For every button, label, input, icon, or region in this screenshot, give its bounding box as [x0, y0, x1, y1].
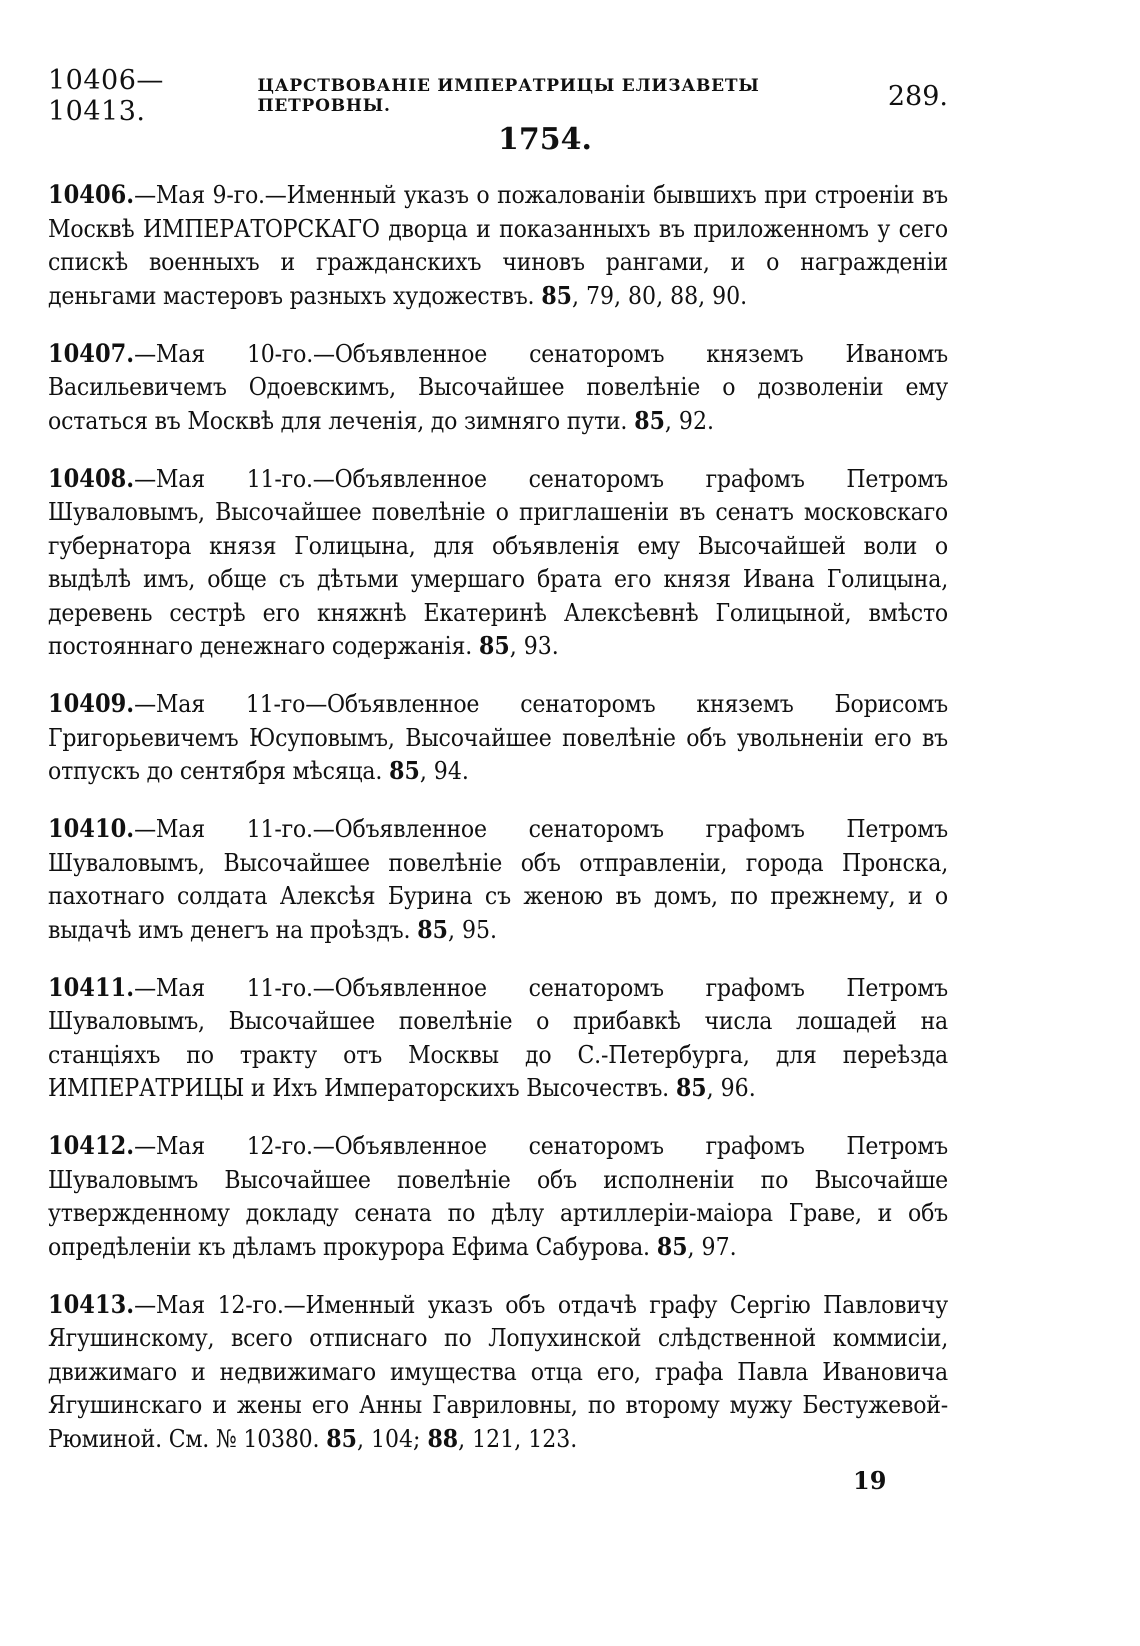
source-volume: 85	[656, 1231, 688, 1261]
entry-text: —Мая 11-го.—Объявленное сенаторомъ графомъ Петромъ Шуваловымъ, Высочайшее повелѣніе о прибавкѣ числа лошадей на станціяхъ по тракту отъ Москвы до С.-Петербурга, для переѣзда ИМПЕРАТРИЦЫ и Ихъ Императорскихъ Высочествъ.	[48, 972, 948, 1102]
signature-mark: 19	[853, 1466, 887, 1495]
source-pages: , 79, 80, 88, 90.	[572, 280, 748, 310]
source-pages-2: , 121, 123.	[458, 1423, 578, 1453]
source-pages: , 94.	[419, 756, 469, 785]
entry	[48, 687, 948, 788]
entry	[48, 1129, 948, 1263]
entry-number: 10407.	[48, 338, 135, 368]
source-pages: , 104;	[356, 1423, 428, 1453]
source-pages: , 97.	[687, 1231, 737, 1261]
year-heading: 1754.	[498, 122, 592, 157]
entry	[48, 1288, 948, 1456]
running-head	[48, 65, 948, 127]
running-title: ЦАРСТВОВАНІЕ ИМПЕРАТРИЦЫ ЕЛИЗАВЕТЫ ПЕТРОВНЫ.	[257, 76, 760, 116]
entry	[48, 462, 948, 663]
page-number: 289.	[887, 80, 948, 112]
entry-text: —Мая 11-го—Объявленное сенаторомъ княземъ Борисомъ Григорьевичемъ Юсуповымъ, Высочайшее повелѣніе объ увольненіи его въ отпускъ до сентября мѣсяца.	[48, 689, 948, 785]
entry-text: —Мая 9-го.—Именный указъ о пожалованіи бывшихъ при строеніи въ Москвѣ ИМПЕРАТОРСКАГО дворца и показанныхъ въ приложенномъ у сего спискѣ военныхъ и гражданскихъ чиновъ рангами, и о награжденіи деньгами мастеровъ разныхъ художествъ.	[48, 180, 948, 310]
source-pages: , 96.	[706, 1073, 756, 1102]
source-pages: , 95.	[447, 914, 497, 944]
entry-number: 10411.	[48, 972, 135, 1002]
source-volume-2: 88	[427, 1423, 459, 1453]
entry-number: 10406.	[48, 180, 135, 209]
entry-number: 10410.	[48, 814, 135, 843]
entry-text: —Мая 11-го.—Объявленное сенаторомъ графомъ Петромъ Шуваловымъ, Высочайшее повелѣніе о приглашеніи въ сенатъ московскаго губернатора князя Голицына, для объявленія ему Высочайшей воли о выдѣлѣ имъ, обще съ дѣтьми умершаго брата его князя Ивана Голицына, деревень сестрѣ его княжнѣ Екатеринѣ Алексѣевнѣ Голицыной, вмѣсто постояннаго денежнаго содержанія.	[48, 463, 948, 660]
entry-text: —Мая 12-го.—Именный указъ объ отдачѣ графу Сергію Павловичу Ягушинскому, всего отписнаго по Лопухинской слѣдственной коммисіи, движимаго и недвижимаго имущества отца его, графа Павла Ивановича Ягушинскаго и жены его Анны Гавриловны, по второму мужу Бестужевой-Рюминой. См. № 10380.	[48, 1289, 948, 1453]
entry	[48, 337, 948, 438]
entry-number: 10408.	[48, 463, 135, 493]
source-volume: 85	[634, 405, 665, 435]
entry-text: —Мая 11-го.—Объявленное сенаторомъ графомъ Петромъ Шуваловымъ, Высочайшее повелѣніе объ отправленіи, города Пронска, пахотнаго солдата Алексѣя Бурина съ женою въ домъ, по прежнему, и о выдачѣ имъ денегъ на проѣздъ.	[48, 814, 948, 944]
entry-number: 10413.	[48, 1289, 135, 1319]
entry-text: —Мая 12-го.—Объявленное сенаторомъ графомъ Петромъ Шуваловымъ Высочайшее повелѣніе объ исполненіи по Высочайше утвержденному докладу сената по дѣлу артиллеріи-маіора Граве, и объ опредѣленіи къ дѣламъ прокурора Ефима Сабурова.	[48, 1131, 948, 1261]
entry-number: 10412.	[48, 1131, 135, 1160]
source-volume: 85	[675, 1073, 707, 1102]
entry-range: 10406—10413.	[48, 65, 164, 127]
entry	[48, 178, 948, 312]
source-volume: 85	[389, 756, 420, 785]
source-volume: 85	[326, 1423, 357, 1453]
entry-text: —Мая 10-го.—Объявленное сенаторомъ княземъ Иваномъ Васильевичемъ Одоевскимъ, Высочайшее повелѣніе о дозволеніи ему остаться въ Москвѣ для леченія, до зимняго пути.	[48, 338, 948, 435]
source-volume: 85	[541, 280, 572, 310]
source-volume: 85	[417, 914, 448, 944]
source-pages: , 92.	[664, 405, 714, 435]
entries-list	[48, 178, 948, 1472]
entry	[48, 971, 948, 1105]
entry-number: 10409.	[48, 689, 135, 718]
entry	[48, 812, 948, 946]
source-volume: 85	[479, 631, 510, 660]
source-pages: , 93.	[509, 631, 559, 660]
